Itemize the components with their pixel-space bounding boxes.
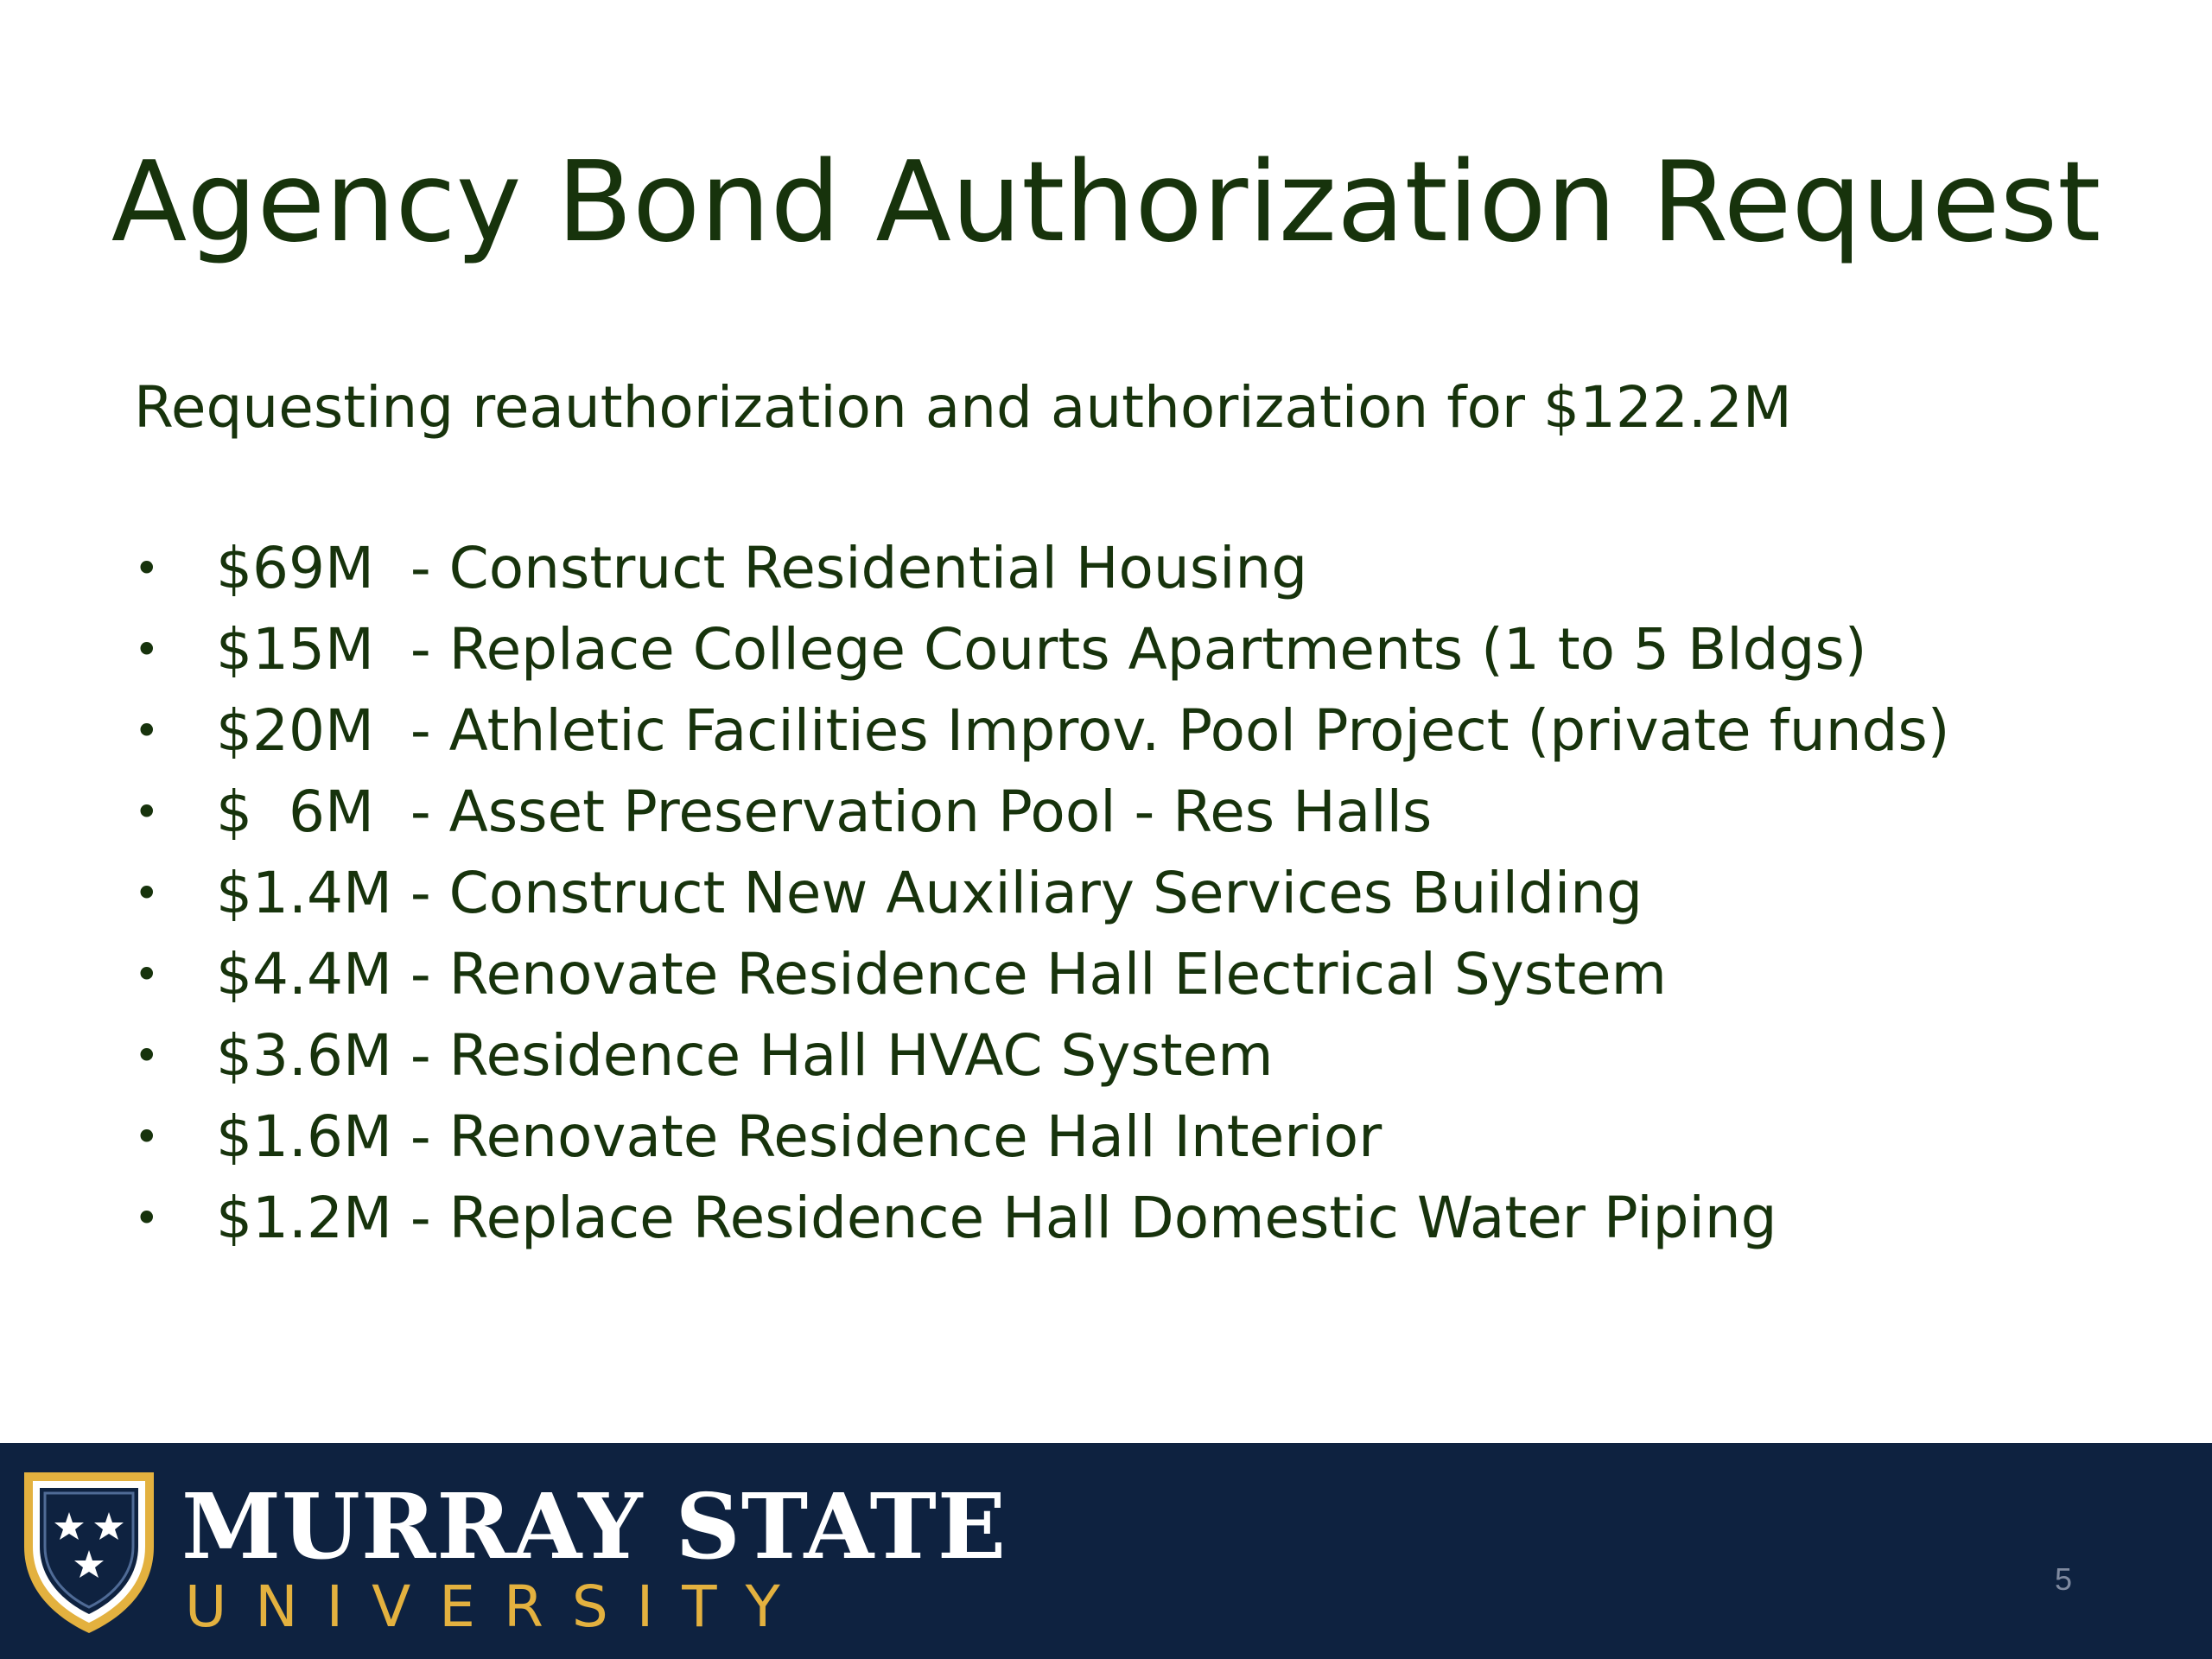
- list-item-text: $1.6M - Renovate Residence Hall Interior: [216, 1103, 1382, 1170]
- list-item: [134, 528, 2121, 609]
- bullet-icon: •: [134, 706, 160, 756]
- list-item: [134, 772, 2121, 853]
- brand-wordmark: MURRAY STATE: [181, 1473, 1007, 1580]
- list-item-text: $ 6M - Asset Preservation Pool - Res Halls: [216, 779, 1433, 845]
- brand-subtitle: UNIVERSITY: [185, 1573, 809, 1640]
- bullet-icon: •: [134, 1112, 160, 1162]
- footer-band: [0, 1443, 2212, 1659]
- list-item-text: $69M - Construct Residential Housing: [216, 535, 1308, 601]
- list-item-text: $15M - Replace College Courts Apartments (1 to 5 Bldgs): [216, 616, 1867, 683]
- slide-body: [134, 367, 2121, 1259]
- bullet-icon: •: [134, 543, 160, 594]
- bullet-icon: •: [134, 625, 160, 675]
- bullet-icon: •: [134, 868, 160, 918]
- list-item-text: $20M - Athletic Facilities Improv. Pool Project (private funds): [216, 697, 1950, 764]
- bullet-icon: •: [134, 787, 160, 837]
- bullet-icon: •: [134, 1031, 160, 1081]
- list-item: [134, 609, 2121, 690]
- list-item-text: $3.6M - Residence Hall HVAC System: [216, 1022, 1274, 1089]
- list-item: [134, 690, 2121, 772]
- list-item-text: $4.4M - Renovate Residence Hall Electrical System: [216, 941, 1667, 1007]
- slide-title: Agency Bond Authorization Request: [111, 138, 2101, 267]
- list-item: [134, 934, 2121, 1015]
- list-item: [134, 1096, 2121, 1178]
- bullet-icon: •: [134, 1193, 160, 1243]
- list-item-text: $1.4M - Construct New Auxiliary Services Building: [216, 860, 1643, 926]
- list-item: [134, 1015, 2121, 1096]
- intro-text: Requesting reauthorization and authorization for $122.2M: [134, 374, 1792, 441]
- murray-state-shield-icon: [19, 1467, 159, 1637]
- list-item: [134, 1178, 2121, 1259]
- list-item: [134, 853, 2121, 934]
- bullet-icon: •: [134, 950, 160, 1000]
- bullet-list: [134, 528, 2121, 1259]
- list-item-text: $1.2M - Replace Residence Hall Domestic Water Piping: [216, 1185, 1777, 1251]
- page-number: 5: [2054, 1561, 2072, 1597]
